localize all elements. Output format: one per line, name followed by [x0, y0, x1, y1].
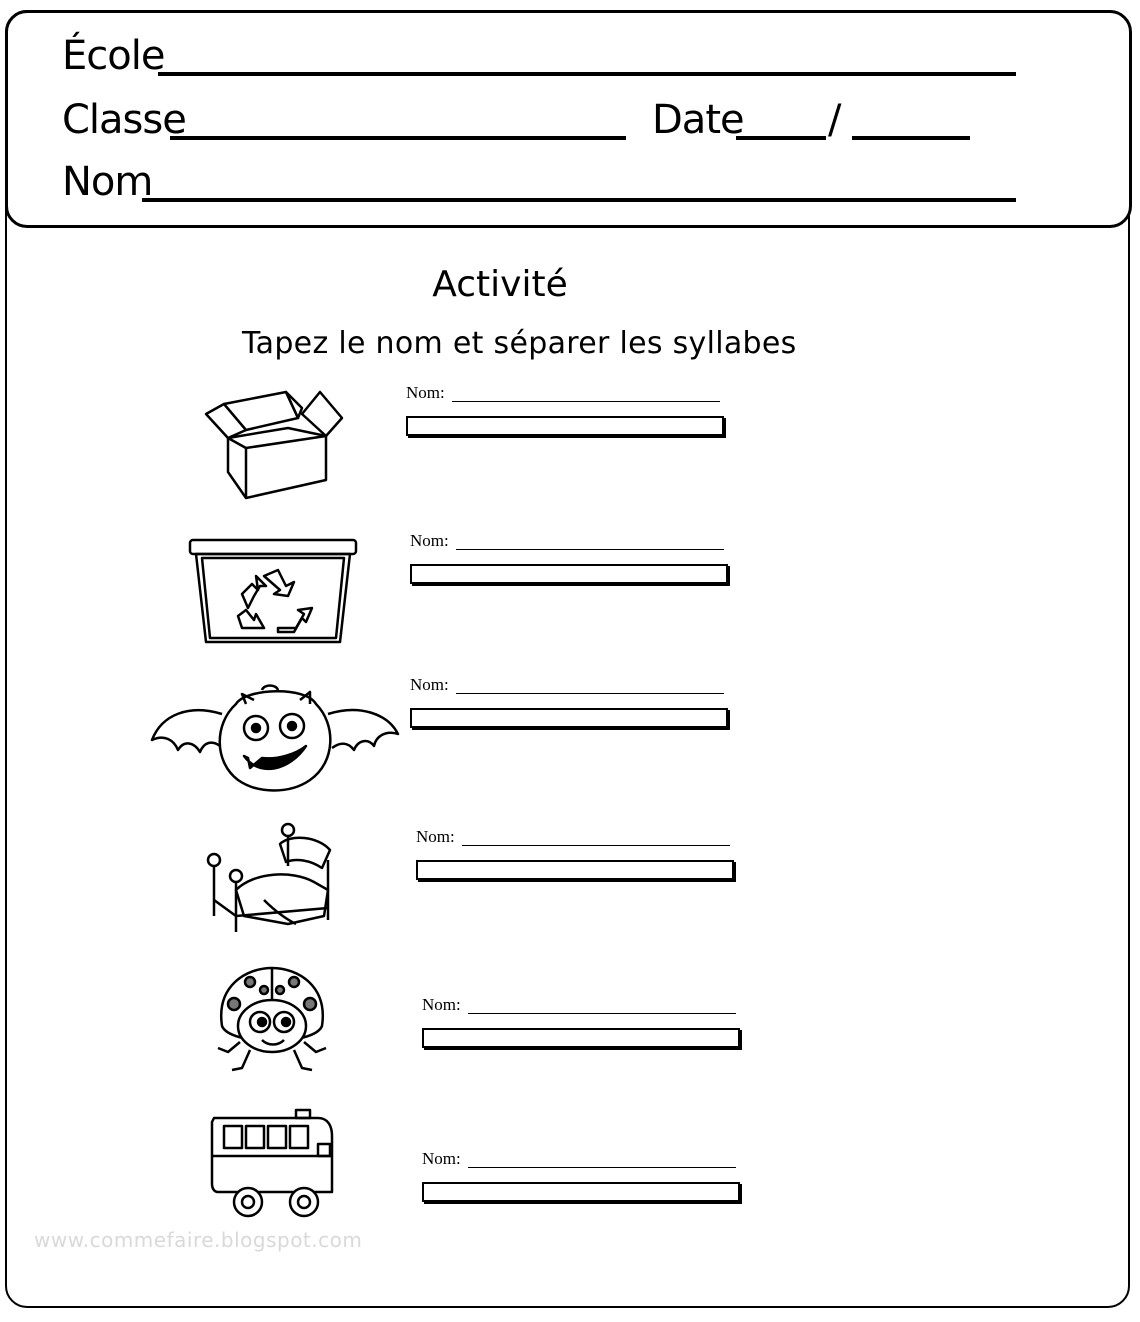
bat-icon [150, 684, 400, 798]
activity-instruction: Tapez le nom et séparer les syllabes [242, 326, 797, 361]
recycle-bin-icon [186, 536, 360, 648]
item-3-nom-line[interactable] [456, 693, 724, 694]
item-1-nom-line[interactable] [452, 401, 720, 402]
ecole-field[interactable] [158, 72, 1016, 76]
activity-title: Activité [432, 264, 568, 305]
item-4-syllables-box[interactable] [416, 860, 734, 880]
classe-label: Classe [62, 97, 186, 143]
item-3-syllables-box[interactable] [410, 708, 728, 728]
date-day-field[interactable] [736, 136, 826, 140]
item-2-nom-line[interactable] [456, 549, 724, 550]
nom-label: Nom [62, 159, 153, 205]
item-5-nom-line[interactable] [468, 1013, 736, 1014]
item-6-syllables-box[interactable] [422, 1182, 740, 1202]
date-separator: / [828, 97, 841, 143]
nom-field[interactable] [142, 198, 1016, 202]
item-3-nom-label: Nom: [410, 675, 449, 694]
item-6-nom-line[interactable] [468, 1167, 736, 1168]
item-5-syllables-box[interactable] [422, 1028, 740, 1048]
classe-field[interactable] [170, 136, 626, 140]
ecole-label: École [62, 33, 165, 79]
bed-icon [204, 820, 342, 938]
open-box-icon [198, 386, 348, 502]
item-4-nom-label: Nom: [416, 827, 455, 846]
item-2-syllables-box[interactable] [410, 564, 728, 584]
item-5-nom-label: Nom: [422, 995, 461, 1014]
item-1-nom-label: Nom: [406, 383, 445, 402]
date-month-field[interactable] [852, 136, 970, 140]
item-4-nom-line[interactable] [462, 845, 730, 846]
item-1-syllables-box[interactable] [406, 416, 724, 436]
item-6-nom-label: Nom: [422, 1149, 461, 1168]
bus-icon [208, 1108, 340, 1220]
ladybug-icon [210, 964, 334, 1080]
date-label: Date [652, 97, 744, 143]
item-2-nom-label: Nom: [410, 531, 449, 550]
watermark: www.commefaire.blogspot.com [34, 1228, 363, 1252]
